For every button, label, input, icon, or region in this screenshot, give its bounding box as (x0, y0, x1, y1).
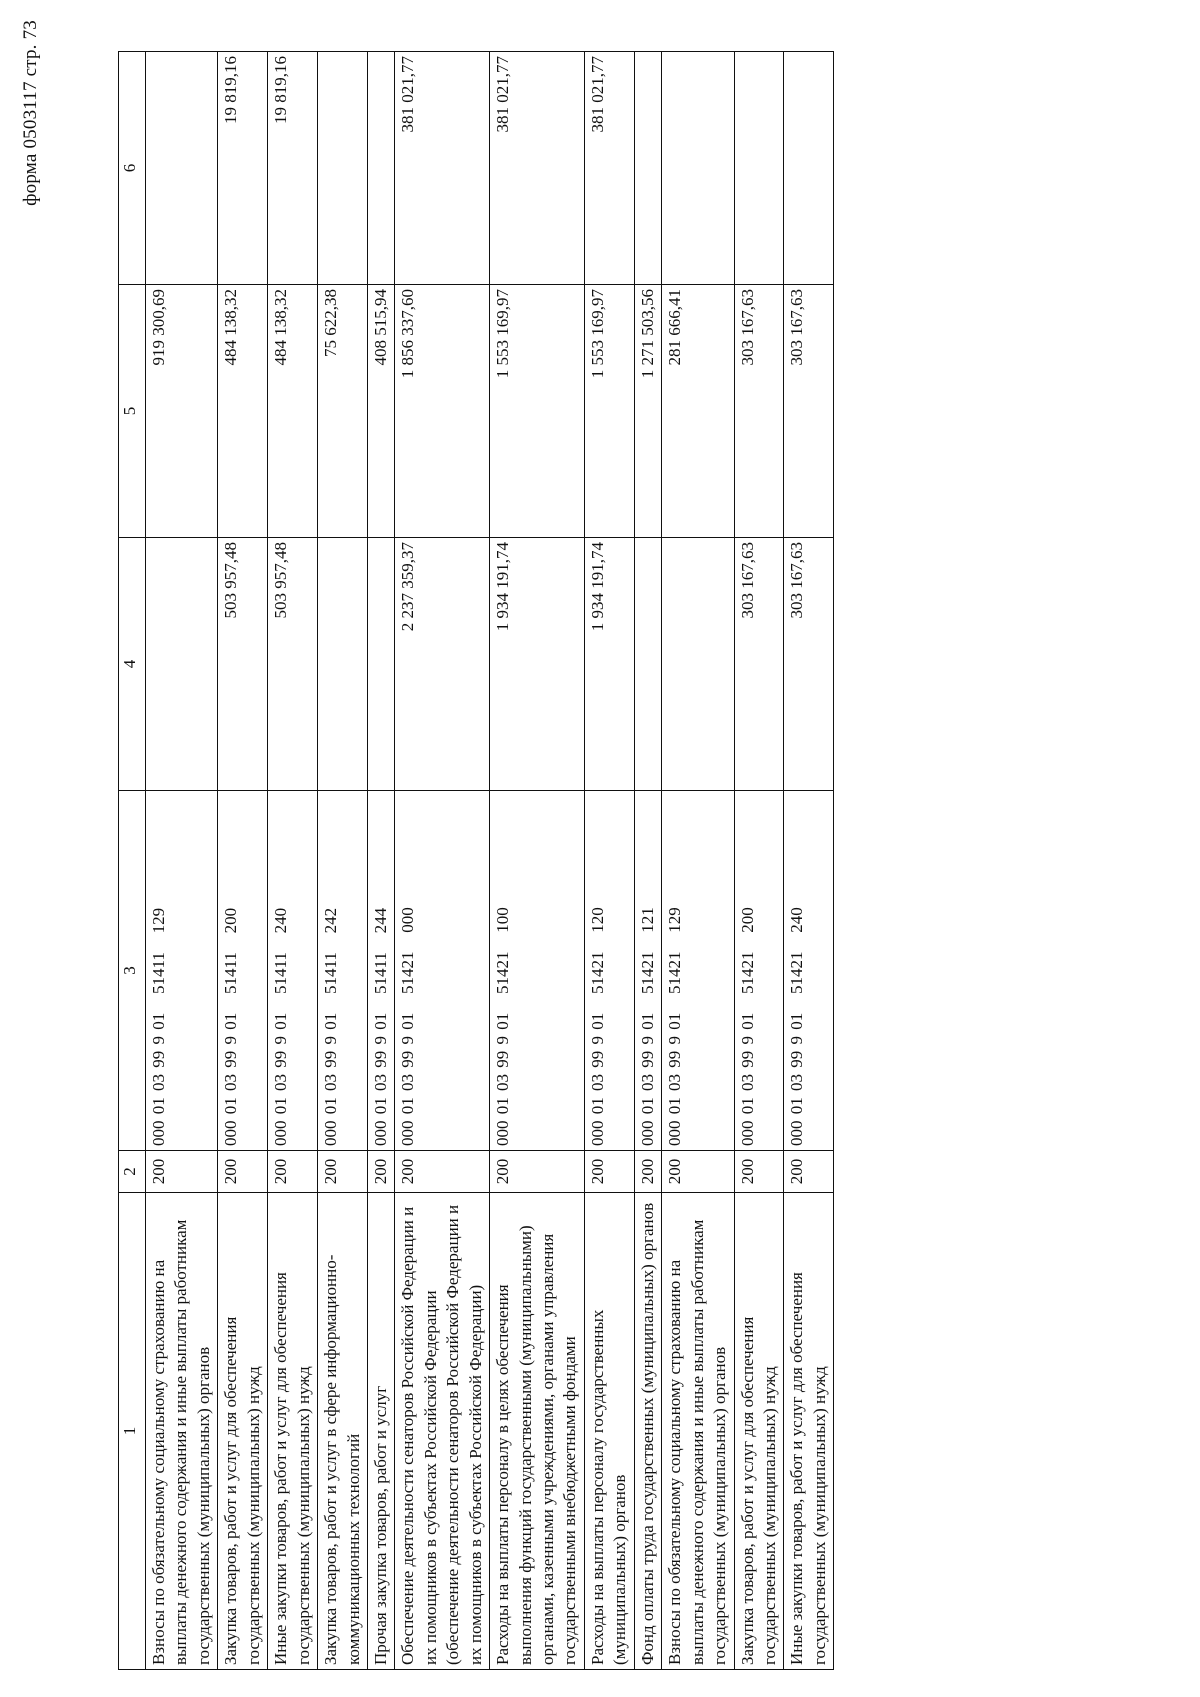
line-code-cell: 200 (395, 1151, 490, 1193)
budget-classification-code-cell: 000 01 03 99 9 01 51411 242 (318, 791, 368, 1151)
column-number: 2 (119, 1151, 146, 1193)
unexecuted-amount-cell (318, 52, 368, 285)
unexecuted-amount-cell (734, 52, 784, 285)
budget-classification-code-cell: 000 01 03 99 9 01 51421 240 (784, 791, 834, 1151)
executed-amount-cell: 484 138,32 (218, 285, 268, 538)
approved-amount-cell (634, 538, 661, 791)
unexecuted-amount-cell (634, 52, 661, 285)
table-row (367, 52, 394, 1670)
executed-amount-cell: 408 515,94 (367, 285, 394, 538)
approved-amount-cell: 303 167,63 (784, 538, 834, 791)
approved-amount-cell: 303 167,63 (734, 538, 784, 791)
line-code-cell: 200 (734, 1151, 784, 1193)
column-number: 3 (119, 791, 146, 1151)
line-code-cell: 200 (268, 1151, 318, 1193)
budget-classification-code-cell: 000 01 03 99 9 01 51421 120 (584, 791, 634, 1151)
unexecuted-amount-cell: 19 819,16 (218, 52, 268, 285)
approved-amount-cell: 503 957,48 (218, 538, 268, 791)
executed-amount-cell: 303 167,63 (784, 285, 834, 538)
line-code-cell: 200 (634, 1151, 661, 1193)
table-row (395, 52, 490, 1670)
budget-classification-code-cell: 000 01 03 99 9 01 51421 200 (734, 791, 784, 1151)
line-code-cell: 200 (146, 1151, 218, 1193)
expense-name-cell: Расходы на выплаты персоналу в целях обеспечения выполнения функций государственными (муниципальными) органами, казенными учреждениями, органами управления государственными внебюджетными фондами (490, 1193, 585, 1670)
line-code-cell: 200 (318, 1151, 368, 1193)
executed-amount-cell: 1 856 337,60 (395, 285, 490, 538)
executed-amount-cell: 75 622,38 (318, 285, 368, 538)
budget-classification-code-cell: 000 01 03 99 9 01 51421 121 (634, 791, 661, 1151)
line-code-cell: 200 (784, 1151, 834, 1193)
approved-amount-cell: 1 934 191,74 (584, 538, 634, 791)
table-row (784, 52, 834, 1670)
executed-amount-cell: 1 271 503,56 (634, 285, 661, 538)
line-code-cell: 200 (218, 1151, 268, 1193)
budget-classification-code-cell: 000 01 03 99 9 01 51421 129 (662, 791, 734, 1151)
approved-amount-cell: 1 934 191,74 (490, 538, 585, 791)
unexecuted-amount-cell: 19 819,16 (268, 52, 318, 285)
approved-amount-cell (367, 538, 394, 791)
unexecuted-amount-cell (784, 52, 834, 285)
column-number: 5 (119, 285, 146, 538)
budget-classification-code-cell: 000 01 03 99 9 01 51411 129 (146, 791, 218, 1151)
expense-name-cell: Иные закупки товаров, работ и услуг для обеспечения государственных (муниципальных) нужд (784, 1193, 834, 1670)
column-number-row (119, 52, 146, 1670)
budget-classification-code-cell: 000 01 03 99 9 01 51421 000 (395, 791, 490, 1151)
unexecuted-amount-cell (146, 52, 218, 285)
expense-name-cell: Фонд оплаты труда государственных (муниципальных) органов (634, 1193, 661, 1670)
executed-amount-cell: 281 666,41 (662, 285, 734, 538)
executed-amount-cell: 1 553 169,97 (490, 285, 585, 538)
line-code-cell: 200 (584, 1151, 634, 1193)
unexecuted-amount-cell (367, 52, 394, 285)
executed-amount-cell: 1 553 169,97 (584, 285, 634, 538)
report-table (118, 51, 834, 1670)
table-row (218, 52, 268, 1670)
expense-name-cell: Прочая закупка товаров, работ и услуг (367, 1193, 394, 1670)
line-code-cell: 200 (662, 1151, 734, 1193)
table-row (734, 52, 784, 1670)
table-row (634, 52, 661, 1670)
table-row (584, 52, 634, 1670)
table-row (146, 52, 218, 1670)
line-code-cell: 200 (490, 1151, 585, 1193)
expense-name-cell: Взносы по обязательному социальному страхованию на выплаты денежного содержания и иные выплаты работникам государственных (муниципальных) органов (662, 1193, 734, 1670)
executed-amount-cell: 919 300,69 (146, 285, 218, 538)
expense-name-cell: Иные закупки товаров, работ и услуг для обеспечения государственных (муниципальных) нужд (268, 1193, 318, 1670)
expense-name-cell: Расходы на выплаты персоналу государственных (муниципальных) органов (584, 1193, 634, 1670)
budget-classification-code-cell: 000 01 03 99 9 01 51411 240 (268, 791, 318, 1151)
unexecuted-amount-cell: 381 021,77 (584, 52, 634, 285)
expense-name-cell: Обеспечение деятельности сенаторов Российской Федерации и их помощников в субъектах Российской Федерации (обеспечение деятельности сенаторов Российской Федерации и их помощников в субъектах Российской Федерации) (395, 1193, 490, 1670)
budget-classification-code-cell: 000 01 03 99 9 01 51411 244 (367, 791, 394, 1151)
column-number: 6 (119, 52, 146, 285)
report-table-body (119, 52, 834, 1670)
unexecuted-amount-cell: 381 021,77 (490, 52, 585, 285)
form-page-label: форма 0503117 стр. 73 (20, 20, 41, 206)
approved-amount-cell (146, 538, 218, 791)
unexecuted-amount-cell (662, 52, 734, 285)
executed-amount-cell: 484 138,32 (268, 285, 318, 538)
table-row (662, 52, 734, 1670)
budget-classification-code-cell: 000 01 03 99 9 01 51421 100 (490, 791, 585, 1151)
column-number: 4 (119, 538, 146, 791)
approved-amount-cell: 503 957,48 (268, 538, 318, 791)
table-row (490, 52, 585, 1670)
table-row (318, 52, 368, 1670)
executed-amount-cell: 303 167,63 (734, 285, 784, 538)
line-code-cell: 200 (367, 1151, 394, 1193)
expense-name-cell: Закупка товаров, работ и услуг для обеспечения государственных (муниципальных) нужд (734, 1193, 784, 1670)
expense-name-cell: Закупка товаров, работ и услуг в сфере информационно-коммуникационных технологий (318, 1193, 368, 1670)
expense-name-cell: Закупка товаров, работ и услуг для обеспечения государственных (муниципальных) нужд (218, 1193, 268, 1670)
expense-name-cell: Взносы по обязательному социальному страхованию на выплаты денежного содержания и иные выплаты работникам государственных (муниципальных) органов (146, 1193, 218, 1670)
approved-amount-cell (318, 538, 368, 791)
unexecuted-amount-cell: 381 021,77 (395, 52, 490, 285)
table-row (268, 52, 318, 1670)
approved-amount-cell (662, 538, 734, 791)
column-number: 1 (119, 1193, 146, 1670)
approved-amount-cell: 2 237 359,37 (395, 538, 490, 791)
budget-classification-code-cell: 000 01 03 99 9 01 51411 200 (218, 791, 268, 1151)
